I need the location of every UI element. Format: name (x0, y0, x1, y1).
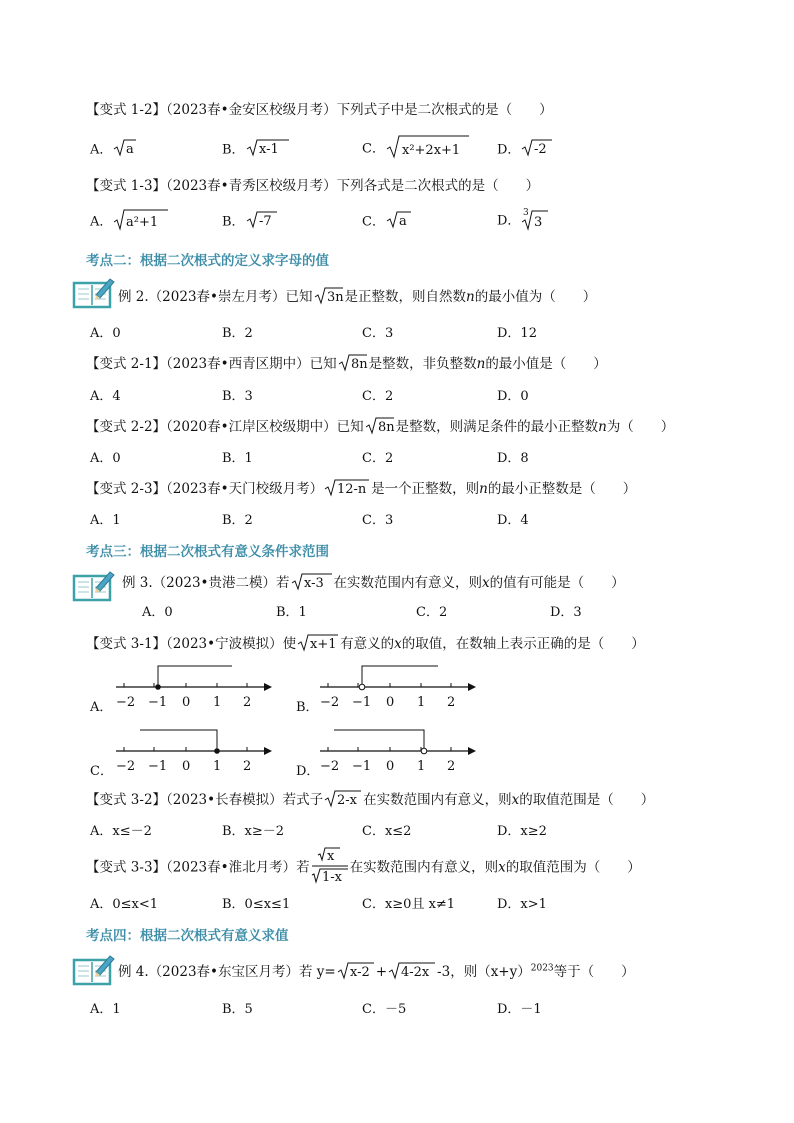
option-d: D．－1 (497, 1002, 542, 1017)
book-pencil-icon (72, 952, 116, 986)
option-a: A．0 (142, 605, 173, 620)
section-heading: 考点二：根据二次根式的定义求字母的值 (86, 253, 329, 269)
book-pencil-icon (72, 568, 116, 602)
option-c: C．2 (362, 451, 394, 466)
svg-text:−1: −1 (352, 759, 372, 774)
option-d: D． 3 3 (497, 206, 550, 236)
radical-expr (112, 208, 170, 236)
option-c: C． a (362, 210, 413, 234)
option-d-label: D． (296, 764, 320, 779)
example-2: 例 2.（2023春•崇左月考）已知 3n 是正整数，则自然数n的最小值为（ ） (118, 285, 596, 310)
section-heading: 考点四：根据二次根式有意义求值 (86, 928, 289, 944)
svg-text:2: 2 (243, 759, 252, 774)
option-a: A．1 (90, 513, 121, 528)
example-3: 例 3.（2023•贵港二模）若 x-3 在实数范围内有意义，则x的值有可能是（ ） (122, 571, 625, 596)
option-c-label: C． (90, 764, 113, 779)
radical-expr (112, 138, 138, 162)
radical-expr (387, 961, 437, 985)
svg-text:x+1: x+1 (310, 636, 337, 652)
option-a-label: A． (90, 700, 113, 715)
option-a: A．0≤x<1 (90, 897, 159, 912)
radical-expr (520, 138, 554, 162)
option-d: D．0 (497, 389, 529, 404)
option-a: A．0 (90, 326, 121, 341)
svg-text:a: a (398, 214, 407, 229)
svg-text:x-1: x-1 (258, 142, 279, 157)
option-c: C．－5 (362, 1002, 407, 1017)
svg-text:−1: −1 (352, 695, 372, 710)
number-line-c (112, 724, 277, 774)
question-v12: 【变式 1-2】（2023春•金安区校级月考）下列式子中是二次根式的是（ ） (86, 102, 553, 118)
option-a: A．0 (90, 451, 121, 466)
option-c: C．3 (362, 513, 394, 528)
svg-text:0: 0 (182, 695, 191, 710)
svg-text:3: 3 (523, 208, 530, 218)
option-d: D．x>1 (497, 897, 547, 912)
radical-expr (385, 210, 413, 234)
svg-text:1-x: 1-x (321, 870, 342, 885)
radical-expr (245, 210, 279, 234)
svg-text:2: 2 (447, 759, 456, 774)
svg-text:−2: −2 (320, 695, 340, 710)
number-line-b (316, 660, 481, 710)
svg-text:1: 1 (213, 695, 222, 710)
question-v32: 【变式 3-2】（2023•长春模拟）若式子 2-x 在实数范围内有意义，则x的取值范围是（ ） (86, 788, 654, 813)
radical-expr (313, 286, 345, 310)
svg-text:8n: 8n (350, 356, 368, 372)
svg-text:x-2: x-2 (349, 964, 370, 980)
option-c: C．x≥0且 x≠1 (362, 897, 456, 912)
svg-text:2-x: 2-x (337, 792, 358, 808)
radical-expr (337, 353, 369, 377)
svg-text:0: 0 (182, 759, 191, 774)
option-c: C． x²+2x+1 (362, 134, 471, 164)
option-a: A． a (90, 138, 138, 162)
option-b: B． -7 (222, 210, 279, 234)
svg-text:1: 1 (417, 759, 426, 774)
svg-text:-2: -2 (534, 142, 548, 157)
svg-text:12-n: 12-n (337, 481, 367, 497)
option-b: B． x-1 (222, 138, 291, 162)
option-c: C．2 (416, 605, 448, 620)
option-d: D．12 (497, 326, 537, 341)
option-b: B．3 (222, 389, 253, 404)
svg-text:−1: −1 (148, 695, 168, 710)
section-heading: 考点三：根据二次根式有意义条件求范围 (86, 544, 329, 560)
option-c: C．3 (362, 326, 394, 341)
svg-text:1: 1 (417, 695, 426, 710)
svg-text:8n: 8n (377, 419, 395, 435)
svg-text:2: 2 (447, 695, 456, 710)
option-a: A．x≤－2 (90, 824, 152, 839)
option-c: C．x≤2 (362, 824, 412, 839)
option-b: B．0≤x≤1 (222, 897, 291, 912)
option-d: D． -2 (497, 138, 554, 162)
option-b-label: B． (296, 700, 319, 715)
svg-text:1: 1 (213, 759, 222, 774)
svg-text:-7: -7 (258, 214, 272, 229)
fraction-expr (310, 846, 350, 890)
question-v23: 【变式 2-3】（2023春•天门校级月考） 12-n 是一个正整数，则n的最小正整数是（ ） (86, 477, 636, 502)
svg-text:0: 0 (386, 759, 395, 774)
option-b: B．1 (222, 451, 253, 466)
radical-expr (336, 961, 376, 985)
radical-expr (290, 572, 334, 596)
number-line-d (316, 724, 481, 774)
question-v21: 【变式 2-1】（2023春•西青区期中）已知 8n 是整数，非负整数n的最小值是（ ） (86, 352, 607, 377)
radical-expr (296, 633, 340, 657)
number-line-a (112, 660, 277, 710)
radical-expr (323, 789, 363, 813)
book-pencil-icon (72, 275, 116, 309)
svg-text:−2: −2 (116, 695, 136, 710)
radical-expr (385, 134, 471, 164)
option-a: A．4 (90, 389, 121, 404)
svg-text:−2: −2 (320, 759, 340, 774)
example-4: 例 4.（2023春•东宝区月考）若 y= x-2 + 4-2x -3，则$(x+y)^{2023}$等于（ ） (118, 960, 635, 985)
question-v33: 【变式 3-3】（2023春•淮北月考）若 x 1-x 在实数范围内有意义，则x的取值范围为（ ） (86, 846, 641, 890)
svg-text:2: 2 (243, 695, 252, 710)
option-b: B．2 (222, 326, 253, 341)
svg-text:0: 0 (386, 695, 395, 710)
radical-expr (245, 138, 291, 162)
svg-text:a: a (126, 142, 135, 157)
option-c: C．2 (362, 389, 394, 404)
svg-text:x: x (326, 849, 334, 864)
option-b: B．x≥－2 (222, 824, 285, 839)
svg-text:−1: −1 (148, 759, 168, 774)
option-a: A． a²+1 (90, 208, 170, 236)
cube-root-expr (520, 206, 550, 236)
option-d: D．8 (497, 451, 529, 466)
question-v13: 【变式 1-3】（2023春•青秀区校级月考）下列各式是二次根式的是（ ） (86, 178, 540, 194)
radical-expr (364, 416, 396, 440)
svg-text:−2: −2 (116, 759, 136, 774)
option-a: A．1 (90, 1002, 121, 1017)
svg-text:3: 3 (534, 215, 543, 230)
svg-text:x²+2x+1: x²+2x+1 (401, 143, 461, 158)
option-b: B．1 (276, 605, 307, 620)
question-v31: 【变式 3-1】（2023•宁波模拟）使 x+1 有意义的x的取值，在数轴上表示正确的是（ ） (86, 632, 645, 657)
option-d: D．x≥2 (497, 824, 547, 839)
option-b: B．2 (222, 513, 253, 528)
option-b: B．5 (222, 1002, 253, 1017)
svg-text:4-2x: 4-2x (401, 964, 430, 980)
svg-text:3n: 3n (326, 289, 344, 305)
option-d: D．4 (497, 513, 529, 528)
question-v22: 【变式 2-2】（2020春•江岸区校级期中）已知 8n 是整数，则满足条件的最小正整数n为（ ） (86, 415, 674, 440)
svg-text:a²+1: a²+1 (126, 215, 159, 230)
svg-text:x-3: x-3 (303, 575, 324, 591)
option-d: D．3 (550, 605, 582, 620)
radical-expr (323, 478, 371, 502)
